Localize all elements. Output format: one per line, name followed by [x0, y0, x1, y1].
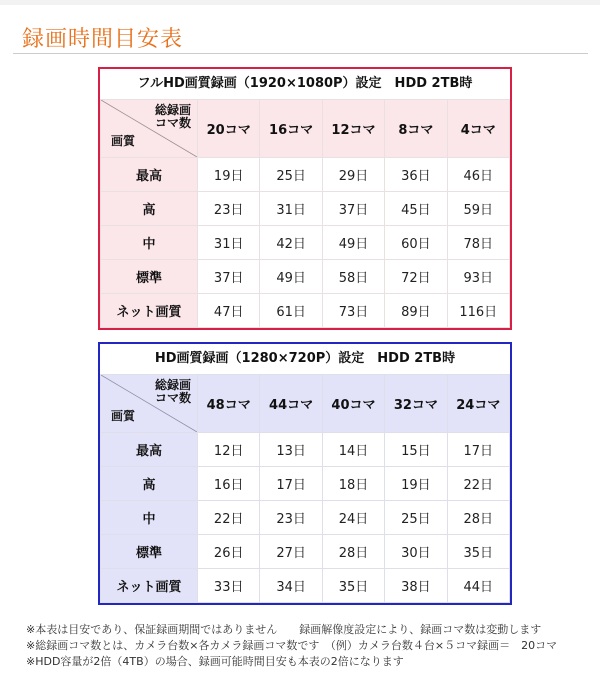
table-cell: 19日 — [385, 467, 447, 501]
table-cell: 25日 — [260, 158, 322, 192]
corner-label-quality: 画質 — [111, 134, 136, 148]
table-full-hd — [98, 67, 512, 330]
column-header: 8コマ — [385, 100, 447, 158]
corner-label-frames: 総録画 コマ数 — [154, 378, 191, 405]
column-header: 48コマ — [198, 375, 260, 433]
table-cell: 42日 — [260, 226, 322, 260]
table-cell: 23日 — [260, 501, 322, 535]
table-cell: 46日 — [447, 158, 509, 192]
table-row — [101, 535, 510, 569]
row-label: 標準 — [101, 535, 198, 569]
table-cell: 31日 — [198, 226, 260, 260]
table-cell: 61日 — [260, 294, 322, 328]
table-caption: フルHD画質録画（1920×1080P）設定 HDD 2TB時 — [100, 69, 510, 99]
table-row — [101, 294, 510, 328]
table-cell: 93日 — [447, 260, 509, 294]
table-cell: 17日 — [447, 433, 509, 467]
table-row — [101, 569, 510, 603]
table-row — [101, 226, 510, 260]
table-cell: 17日 — [260, 467, 322, 501]
table-cell: 22日 — [447, 467, 509, 501]
table-cell: 16日 — [198, 467, 260, 501]
table-cell: 26日 — [198, 535, 260, 569]
table-hd — [98, 342, 512, 605]
table-cell: 15日 — [385, 433, 447, 467]
table-cell: 28日 — [447, 501, 509, 535]
row-label: ネット画質 — [101, 294, 198, 328]
row-label: 標準 — [101, 260, 198, 294]
table-cell: 22日 — [198, 501, 260, 535]
table-cell: 13日 — [260, 433, 322, 467]
table-cell: 23日 — [198, 192, 260, 226]
table-cell: 12日 — [198, 433, 260, 467]
table-cell: 116日 — [447, 294, 509, 328]
table-row — [101, 467, 510, 501]
corner-label-quality: 画質 — [111, 409, 136, 423]
top-rule — [0, 0, 600, 5]
table-row — [101, 158, 510, 192]
corner-label-frames: 総録画 コマ数 — [154, 103, 191, 130]
table-cell: 29日 — [322, 158, 384, 192]
table-cell: 73日 — [322, 294, 384, 328]
column-header: 20コマ — [198, 100, 260, 158]
table-cell: 14日 — [322, 433, 384, 467]
row-label: 中 — [101, 501, 198, 535]
column-header: 32コマ — [385, 375, 447, 433]
table-cell: 44日 — [447, 569, 509, 603]
table-cell: 60日 — [385, 226, 447, 260]
table-row — [101, 192, 510, 226]
row-label: ネット画質 — [101, 569, 198, 603]
footnote: ※HDD容量が2倍（4TB）の場合、録画可能時間目安も本表の2倍になります — [26, 655, 404, 668]
row-label: 最高 — [101, 158, 198, 192]
row-label: 最高 — [101, 433, 198, 467]
table-cell: 47日 — [198, 294, 260, 328]
row-label: 中 — [101, 226, 198, 260]
table-cell: 37日 — [322, 192, 384, 226]
column-header: 12コマ — [322, 100, 384, 158]
table-cell: 58日 — [322, 260, 384, 294]
column-header: 4コマ — [447, 100, 509, 158]
table-cell: 49日 — [322, 226, 384, 260]
table-cell: 25日 — [385, 501, 447, 535]
table-cell: 45日 — [385, 192, 447, 226]
table-cell: 19日 — [198, 158, 260, 192]
table-cell: 33日 — [198, 569, 260, 603]
row-label: 高 — [101, 467, 198, 501]
table-cell: 24日 — [322, 501, 384, 535]
table-cell: 78日 — [447, 226, 509, 260]
table-cell: 27日 — [260, 535, 322, 569]
table-cell: 18日 — [322, 467, 384, 501]
table-row — [101, 433, 510, 467]
table-caption: HD画質録画（1280×720P）設定 HDD 2TB時 — [100, 344, 510, 374]
recording-time-table — [100, 374, 510, 603]
table-cell: 35日 — [322, 569, 384, 603]
column-header: 40コマ — [322, 375, 384, 433]
table-cell: 28日 — [322, 535, 384, 569]
corner-header — [101, 100, 198, 158]
column-header: 24コマ — [447, 375, 509, 433]
table-cell: 72日 — [385, 260, 447, 294]
corner-header — [101, 375, 198, 433]
table-row — [101, 501, 510, 535]
table-cell: 30日 — [385, 535, 447, 569]
footnote: ※本表は目安であり、保証録画期間ではありません 録画解像度設定により、録画コマ数は変動します — [26, 623, 542, 636]
page-title: 録画時間目安表 — [22, 27, 184, 52]
table-cell: 59日 — [447, 192, 509, 226]
footnote: ※総録画コマ数とは、カメラ台数×各カメラ録画コマ数です （例）カメラ台数４台×５コマ録画＝ 20コマ — [26, 639, 558, 652]
table-row — [101, 260, 510, 294]
table-cell: 31日 — [260, 192, 322, 226]
row-label: 高 — [101, 192, 198, 226]
table-cell: 37日 — [198, 260, 260, 294]
footnotes — [26, 622, 586, 670]
table-cell: 89日 — [385, 294, 447, 328]
table-cell: 34日 — [260, 569, 322, 603]
recording-time-table — [100, 99, 510, 328]
column-header: 16コマ — [260, 100, 322, 158]
table-cell: 35日 — [447, 535, 509, 569]
column-header: 44コマ — [260, 375, 322, 433]
title-divider — [13, 53, 588, 54]
table-cell: 36日 — [385, 158, 447, 192]
table-cell: 49日 — [260, 260, 322, 294]
table-cell: 38日 — [385, 569, 447, 603]
